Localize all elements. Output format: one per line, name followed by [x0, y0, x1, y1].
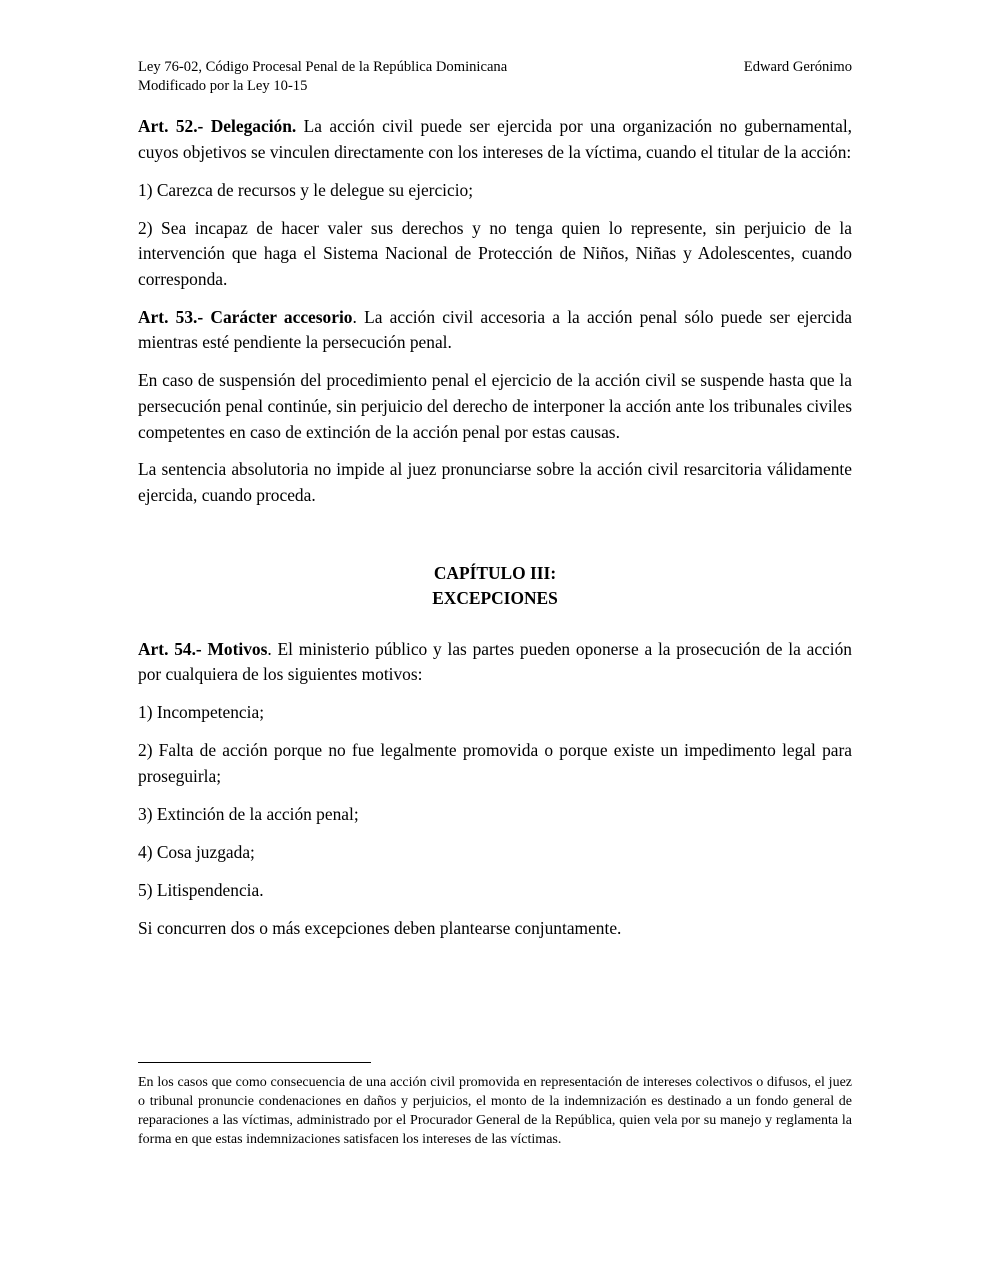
footnote: En los casos que como consecuencia de una acción civil promovida en representación de intereses colectivos o difusos, el juez o tribunal pronuncie condenaciones en daños y perjuicios, el monto de la indemnización es destinado a un fondo general de reparaciones a las víctimas, administrado por el Procurador General de la República, quien vela por su manejo y reglamenta la forma en que estas indemnizaciones satisfacen los intereses de las víctimas.	[138, 1075, 852, 1147]
article-52-item-2: 2) Sea incapaz de hacer valer sus derechos y no tenga quien lo represente, sin perjuicio de la intervención que haga el Sistema Nacional de Protección de Niños, Niñas y Adolescentes, cuando corresponda.	[138, 217, 852, 289]
article-52-heading: Art. 52.- Delegación.	[138, 116, 297, 136]
header-title: Ley 76-02, Código Procesal Penal de la República Dominicana	[138, 59, 508, 75]
article-52-text: La acción civil puede ser ejercida por una organización no gubernamental, cuyos objetivos se vinculen directamente con los intereses de la víctima, cuando el titular de la acción:	[138, 116, 852, 162]
chapter-heading	[138, 561, 852, 612]
article-52-item-1: 1) Carezca de recursos y le delegue su ejercicio;	[138, 179, 474, 200]
chapter-number: CAPÍTULO III:	[433, 562, 557, 583]
article-54-closing: Si concurren dos o más excepciones deben plantearse conjuntamente.	[138, 917, 622, 938]
article-54-heading: Art. 54.- Motivos	[138, 638, 268, 659]
article-53	[138, 305, 852, 356]
article-54-item: 5) Litispendencia.	[138, 879, 264, 900]
article-54-text: . El ministerio público y las partes pueden oponerse a la prosecución de la acción por cualquiera de los siguientes motivos:	[138, 638, 852, 685]
article-53-heading: Art. 53.- Carácter accesorio	[138, 306, 353, 327]
document-body	[138, 114, 852, 954]
article-54-item: 2) Falta de acción porque no fue legalmente promovida o porque existe un impedimento legal para proseguirla;	[138, 740, 852, 787]
article-53-text: . La acción civil accesoria a la acción penal sólo puede ser ejercida mientras esté pendiente la persecución penal.	[138, 306, 852, 353]
header-author: Edward Gerónimo	[743, 59, 852, 75]
article-54-item: 4) Cosa juzgada;	[138, 841, 255, 862]
chapter-title: EXCEPCIONES	[432, 588, 558, 609]
article-53-paragraph-3: La sentencia absolutoria no impide al juez pronunciarse sobre la acción civil resarcitoria válidamente ejercida, cuando proceda.	[138, 459, 852, 506]
article-52	[138, 114, 852, 165]
article-54-item: 3) Extinción de la acción penal;	[138, 804, 359, 824]
footnote-separator	[138, 1062, 371, 1063]
running-header	[138, 58, 852, 77]
article-54-item: 1) Incompetencia;	[138, 702, 265, 723]
article-53-paragraph-2: En caso de suspensión del procedimiento penal el ejercicio de la acción civil se suspende hasta que la persecución penal continúe, sin perjuicio del derecho de interponer la acción ante los tribunales civiles competentes en caso de extinción de la acción penal por estas causas.	[138, 370, 852, 442]
header-subtitle: Modificado por la Ley 10-15	[138, 78, 308, 94]
article-54	[138, 637, 852, 688]
